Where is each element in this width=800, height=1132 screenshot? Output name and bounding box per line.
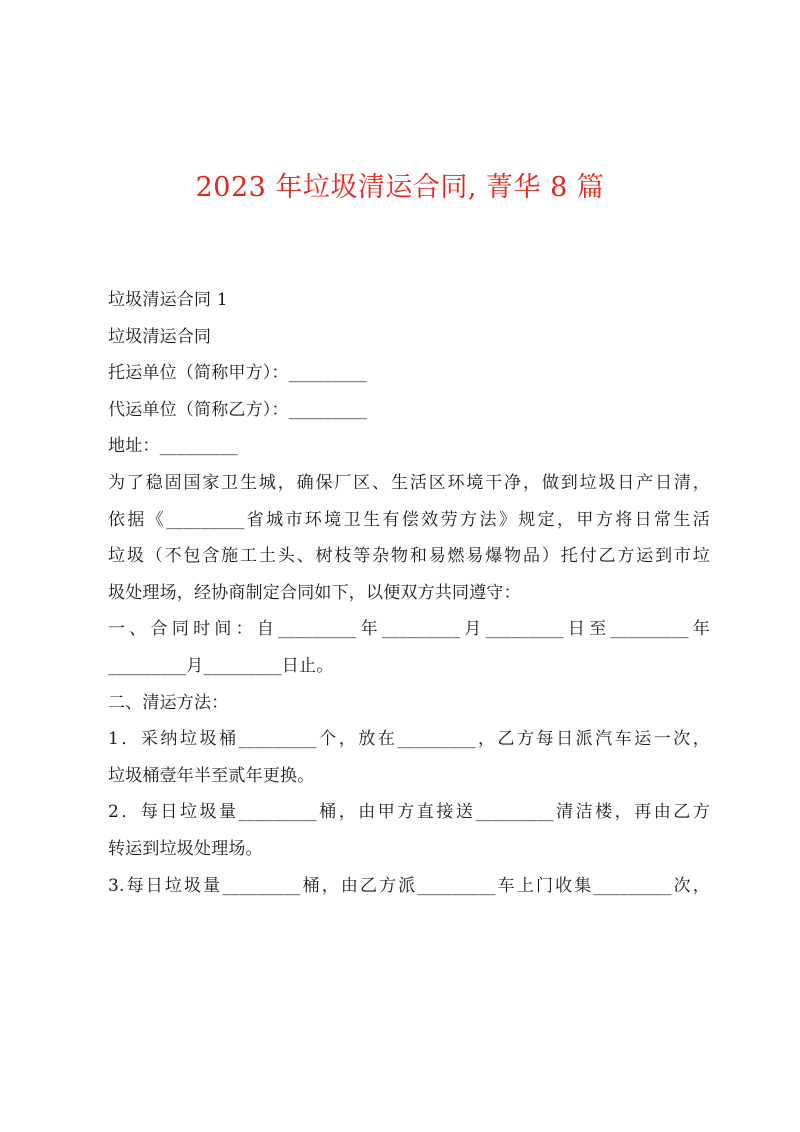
clause-line: _________月_________日止。 [108, 655, 334, 676]
party-b-field: 代运单位（简称乙方）：_________ [108, 399, 367, 420]
clause-line: 3.每日垃圾量_________桶，由乙方派_________车上门收集_________次， [108, 875, 710, 896]
address-field: 地址：_________ [108, 436, 238, 457]
clause-line: 1．采纳垃圾桶_________个，放在_________，乙方每日派汽车运一次， [108, 729, 710, 750]
clause-heading: 二、清运方法： [108, 692, 229, 713]
document-body [108, 282, 710, 904]
section-heading: 垃圾清运合同 1 [108, 290, 228, 310]
document-title: 2023 年垃圾清运合同, 菁华 8 篇 [195, 172, 605, 203]
clause-line: 2．每日垃圾量_________桶，由甲方直接送_________清洁楼，再由乙方 [108, 802, 710, 823]
clause-line: 一、合同时间：自_________年_________月_________日至_________年 [108, 619, 710, 640]
clause-line: 转运到垃圾处理场。 [108, 838, 263, 859]
paragraph-line: 依据《_________省城市环境卫生有偿效劳方法》规定，甲方将日常生活 [108, 509, 710, 530]
paragraph-line: 为了稳固国家卫生城，确保厂区、生活区环境干净，做到垃圾日产日清， [108, 472, 710, 493]
paragraph-line: 圾处理场，经协商制定合同如下，以便双方共同遵守： [108, 582, 521, 603]
party-a-field: 托运单位（简称甲方）：_________ [108, 363, 367, 384]
contract-title: 垃圾清运合同 [108, 326, 212, 347]
clause-line: 垃圾桶壹年半至贰年更换。 [108, 765, 315, 786]
paragraph-line: 垃圾（不包含施工土头、树枝等杂物和易燃易爆物品）托付乙方运到市垃 [108, 546, 710, 567]
